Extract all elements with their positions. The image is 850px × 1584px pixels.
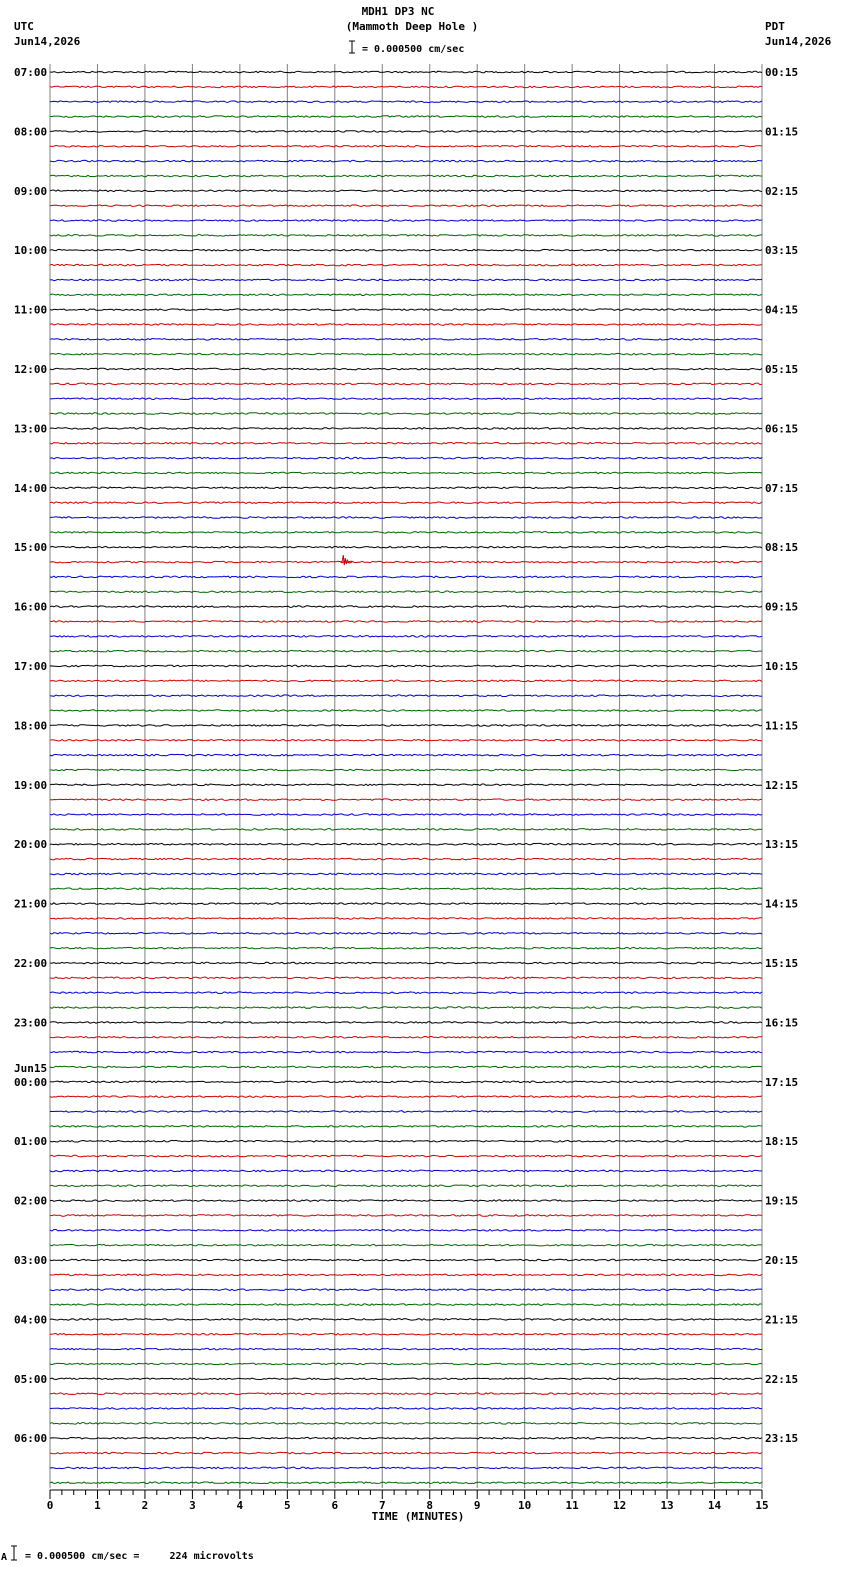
footer-scale-text: = 0.000500 cm/sec = 224 microvolts <box>25 1551 254 1562</box>
pdt-hour-label: 22:15 <box>765 1372 799 1386</box>
utc-hour-label: 21:00 <box>14 897 48 911</box>
utc-hour-label: 02:00 <box>14 1194 48 1208</box>
pdt-hour-label: 07:15 <box>765 481 799 495</box>
pdt-hour-label: 00:15 <box>765 66 799 79</box>
trace-15 <box>50 294 762 296</box>
x-tick-label: 4 <box>236 1499 244 1512</box>
trace-6 <box>50 160 762 162</box>
trace-78 <box>50 1230 762 1232</box>
trace-59 <box>50 947 762 949</box>
utc-hour-label: 13:00 <box>14 422 48 436</box>
trace-51 <box>50 829 762 831</box>
trace-46 <box>50 754 762 756</box>
x-tick-label: 1 <box>94 1499 101 1512</box>
left-date: Jun14,2026 <box>14 35 81 48</box>
pdt-hour-label: 11:15 <box>765 719 799 733</box>
trace-68 <box>50 1081 762 1083</box>
trace-55 <box>50 888 762 890</box>
pdt-hour-label: 09:15 <box>765 600 799 614</box>
pdt-hour-label: 12:15 <box>765 778 799 792</box>
pdt-hour-label: 06:15 <box>765 422 799 436</box>
trace-45 <box>50 740 762 742</box>
trace-28 <box>50 487 762 489</box>
trace-31 <box>50 532 762 534</box>
trace-72 <box>50 1140 762 1142</box>
pdt-hour-label: 18:15 <box>765 1135 799 1149</box>
trace-92 <box>50 1437 762 1439</box>
x-tick-label: 8 <box>426 1499 434 1512</box>
trace-20 <box>50 368 762 370</box>
utc-hour-label: 15:00 <box>14 541 48 555</box>
trace-42 <box>50 695 762 697</box>
utc-hour-label: 03:00 <box>14 1254 48 1267</box>
trace-95 <box>50 1482 762 1484</box>
x-tick-label: 14 <box>707 1499 722 1512</box>
trace-40 <box>50 665 762 667</box>
right-timezone: PDT <box>765 20 785 33</box>
trace-76 <box>50 1200 762 1202</box>
trace-81 <box>50 1274 762 1276</box>
trace-83 <box>50 1304 762 1306</box>
trace-87 <box>50 1363 762 1365</box>
utc-hour-label: 11:00 <box>14 303 48 317</box>
x-tick-label: 0 <box>46 1499 54 1512</box>
pdt-hour-label: 15:15 <box>765 957 799 970</box>
trace-19 <box>50 353 762 355</box>
utc-hour-label: 10:00 <box>14 244 48 258</box>
trace-82 <box>50 1289 762 1291</box>
trace-74 <box>50 1170 762 1172</box>
trace-38 <box>50 636 762 638</box>
trace-32 <box>50 546 762 548</box>
trace-85 <box>50 1334 762 1336</box>
pdt-hour-label: 01:15 <box>765 125 799 139</box>
trace-5 <box>50 146 762 148</box>
trace-3 <box>50 116 762 118</box>
trace-35 <box>50 591 762 593</box>
trace-30 <box>50 517 762 519</box>
trace-27 <box>50 472 762 474</box>
trace-11 <box>50 235 762 237</box>
header-scale-bar-icon <box>349 41 355 53</box>
right-date: Jun14,2026 <box>765 35 832 48</box>
pdt-hour-label: 16:15 <box>765 1016 799 1030</box>
trace-43 <box>50 710 762 712</box>
x-tick-label: 10 <box>518 1499 532 1512</box>
utc-hour-label: 22:00 <box>14 957 48 970</box>
trace-47 <box>50 769 762 771</box>
pdt-hour-label: 10:15 <box>765 660 799 673</box>
trace-71 <box>50 1126 762 1128</box>
trace-91 <box>50 1423 762 1425</box>
trace-69 <box>50 1096 762 1098</box>
trace-39 <box>50 650 762 652</box>
trace-58 <box>50 933 762 935</box>
date-change-label: Jun15 <box>14 1061 48 1075</box>
trace-65 <box>50 1037 762 1039</box>
trace-26 <box>50 457 762 459</box>
trace-17 <box>50 324 762 326</box>
trace-57 <box>50 918 762 920</box>
trace-23 <box>50 413 762 415</box>
pdt-hour-label: 21:15 <box>765 1313 799 1327</box>
utc-hour-label: 04:00 <box>14 1313 48 1327</box>
trace-9 <box>50 205 762 207</box>
site-title: (Mammoth Deep Hole ) <box>345 20 479 33</box>
pdt-hour-label: 05:15 <box>765 363 799 376</box>
trace-60 <box>50 962 762 964</box>
trace-37 <box>50 621 762 623</box>
x-tick-label: 15 <box>755 1499 769 1512</box>
trace-2 <box>50 101 762 103</box>
trace-63 <box>50 1007 762 1009</box>
x-tick-label: 12 <box>612 1499 627 1512</box>
trace-56 <box>50 903 762 905</box>
x-tick-label: 6 <box>331 1499 339 1512</box>
trace-22 <box>50 398 762 400</box>
trace-80 <box>50 1259 762 1261</box>
utc-hour-label: 08:00 <box>14 125 48 139</box>
trace-13 <box>50 264 762 266</box>
trace-67 <box>50 1066 762 1068</box>
pdt-hour-label: 19:15 <box>765 1194 799 1208</box>
trace-84 <box>50 1319 762 1321</box>
trace-94 <box>50 1467 762 1469</box>
trace-73 <box>50 1155 762 1157</box>
utc-hour-label: 05:00 <box>14 1372 48 1386</box>
trace-1 <box>50 86 762 88</box>
trace-61 <box>50 977 762 979</box>
trace-75 <box>50 1185 762 1187</box>
pdt-hour-label: 13:15 <box>765 838 799 852</box>
x-tick-label: 5 <box>284 1499 291 1512</box>
pdt-hour-label: 02:15 <box>765 184 799 198</box>
utc-hour-label: 19:00 <box>14 778 48 792</box>
trace-52 <box>50 843 762 845</box>
trace-34 <box>50 576 762 578</box>
utc-hour-label: 16:00 <box>14 600 48 614</box>
trace-29 <box>50 502 762 504</box>
utc-hour-label: 00:00 <box>14 1075 48 1089</box>
trace-41 <box>50 680 762 682</box>
footer-scale-prefix: A <box>1 1552 8 1563</box>
pdt-hour-label: 08:15 <box>765 541 799 555</box>
trace-70 <box>50 1111 762 1113</box>
pdt-hour-label: 23:15 <box>765 1432 799 1446</box>
pdt-hour-label: 03:15 <box>765 244 799 258</box>
trace-86 <box>50 1348 762 1350</box>
trace-62 <box>50 992 762 994</box>
trace-lines <box>50 71 762 1483</box>
x-tick-label: 7 <box>378 1499 386 1512</box>
trace-66 <box>50 1051 762 1053</box>
trace-4 <box>50 131 762 133</box>
pdt-hour-label: 20:15 <box>765 1254 799 1267</box>
event-marks <box>340 555 352 565</box>
utc-hour-label: 14:00 <box>14 481 48 495</box>
trace-14 <box>50 279 762 281</box>
utc-hour-label: 06:00 <box>14 1432 48 1446</box>
left-timezone: UTC <box>14 20 34 33</box>
trace-64 <box>50 1022 762 1024</box>
trace-49 <box>50 799 762 801</box>
trace-88 <box>50 1378 762 1380</box>
utc-hour-label: 23:00 <box>14 1016 48 1030</box>
trace-93 <box>50 1452 762 1454</box>
utc-hour-label: 09:00 <box>14 184 48 198</box>
trace-36 <box>50 606 762 608</box>
trace-90 <box>50 1408 762 1410</box>
utc-hour-label: 20:00 <box>14 838 48 852</box>
trace-53 <box>50 858 762 860</box>
x-tick-label: 9 <box>473 1499 481 1512</box>
trace-21 <box>50 383 762 385</box>
pdt-hour-labels <box>765 66 798 1445</box>
trace-33 <box>50 561 762 563</box>
x-tick-label: 13 <box>660 1499 674 1512</box>
time-axis <box>47 1490 769 1512</box>
utc-hour-label: 01:00 <box>14 1135 48 1149</box>
trace-25 <box>50 443 762 445</box>
trace-7 <box>50 175 762 177</box>
trace-24 <box>50 428 762 430</box>
utc-hour-label: 18:00 <box>14 719 48 733</box>
x-tick-label: 2 <box>141 1499 149 1512</box>
station-title: MDH1 DP3 NC <box>361 5 435 18</box>
trace-12 <box>50 249 762 251</box>
pdt-hour-label: 17:15 <box>765 1075 799 1089</box>
footer-scale-bar-icon <box>11 1546 17 1560</box>
trace-0 <box>50 71 762 73</box>
pdt-hour-label: 04:15 <box>765 303 799 317</box>
trace-44 <box>50 725 762 727</box>
trace-10 <box>50 220 762 222</box>
trace-79 <box>50 1244 762 1246</box>
x-axis-label: TIME (MINUTES) <box>371 1510 465 1523</box>
utc-hour-labels <box>14 66 47 1445</box>
header-scale-text: = 0.000500 cm/sec <box>362 44 465 55</box>
trace-89 <box>50 1393 762 1395</box>
trace-50 <box>50 814 762 816</box>
trace-48 <box>50 784 762 786</box>
trace-16 <box>50 309 762 311</box>
trace-54 <box>50 873 762 875</box>
trace-18 <box>50 339 762 341</box>
utc-hour-label: 12:00 <box>14 363 48 376</box>
event-mark-0 <box>340 555 352 565</box>
x-tick-label: 11 <box>565 1499 579 1512</box>
utc-hour-label: 17:00 <box>14 660 48 673</box>
utc-hour-label: 07:00 <box>14 66 48 79</box>
x-tick-label: 3 <box>189 1499 196 1512</box>
trace-8 <box>50 190 762 192</box>
trace-77 <box>50 1215 762 1217</box>
pdt-hour-label: 14:15 <box>765 897 799 911</box>
